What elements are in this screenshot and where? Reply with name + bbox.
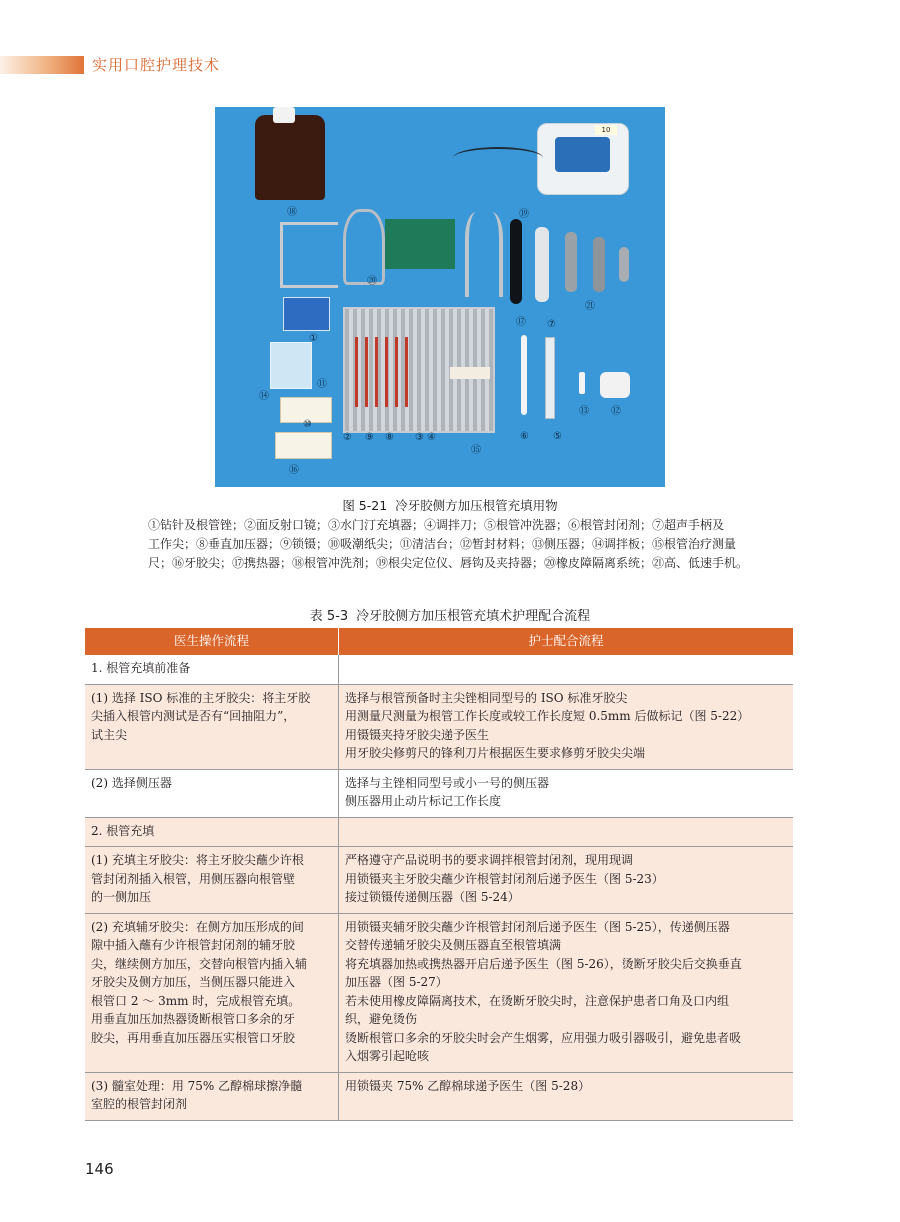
cell-line: 用锁镊夹主牙胶尖蘸少许根管封闭剂后递予医生（图 5-23） bbox=[345, 871, 664, 886]
doctor-cell bbox=[85, 1072, 339, 1120]
table-row bbox=[85, 913, 793, 1072]
cell-line: 交替传递辅牙胶尖及侧压器直至根管填满 bbox=[345, 938, 562, 952]
photo-label: ㉑ bbox=[585, 301, 595, 312]
page-number: 146 bbox=[85, 1160, 114, 1178]
cell-line: 用测量尺测量为根管工作长度或较工作长度短 0.5mm 后做标记（图 5-22） bbox=[345, 709, 750, 723]
cell-line: 胶尖，再用垂直加压器压实根管口牙胶 bbox=[91, 1030, 296, 1045]
measuring-ruler bbox=[450, 367, 490, 379]
cell-line: 侧压器用止动片标记工作长度 bbox=[345, 794, 502, 808]
instruments-photo bbox=[215, 107, 665, 487]
endo-file-box bbox=[283, 297, 330, 331]
photo-label: ⑧ bbox=[385, 432, 394, 443]
doctor-cell bbox=[85, 913, 339, 1072]
cell-line: 尖插入根管内测试是否有“回抽阻力”， bbox=[91, 709, 296, 723]
cell-line: 加压器（图 5-27） bbox=[345, 975, 448, 989]
legend-line: ①钻针及根管锉；②面反射口镜；③水门汀充填器；④调拌刀；⑤根管冲洗器；⑥根管封闭剂；⑦超声手柄及 bbox=[148, 518, 725, 532]
ultrasonic-handle bbox=[535, 227, 549, 302]
photo-label: ⑳ bbox=[367, 276, 377, 287]
legend-line: 尺；⑯牙胶尖；⑰携热器；⑱根管冲洗剂；⑲根尖定位仪、唇钩及夹持器；⑳橡皮障隔离系统；㉑高、低速手机。 bbox=[148, 556, 749, 570]
tray-instruments bbox=[355, 337, 415, 407]
cell-line: 入烟雾引起呛咳 bbox=[345, 1049, 430, 1063]
temporary-filling-jar bbox=[600, 372, 630, 398]
cell-line: (1) 选择 ISO 标准的主牙胶尖：将主牙胶 bbox=[91, 690, 311, 705]
cell-line: 隙中插入蘸有少许根管封闭剂的辅牙胶 bbox=[91, 938, 296, 952]
photo-label: ⑪ bbox=[317, 379, 327, 390]
table-caption bbox=[0, 605, 900, 624]
clamp-forceps bbox=[343, 209, 385, 285]
photo-label: ⑥ bbox=[520, 431, 529, 442]
photo-label: ⑲ bbox=[519, 209, 529, 220]
cell-line: (1) 充填主牙胶尖：将主牙胶尖蘸少许根 bbox=[91, 853, 304, 867]
doctor-cell bbox=[85, 847, 339, 914]
photo-label: ⑩ bbox=[303, 419, 312, 430]
figure-legend bbox=[148, 516, 748, 573]
nurse-cell bbox=[339, 769, 794, 817]
nurse-cell bbox=[339, 655, 794, 684]
apex-locator-screen bbox=[555, 137, 610, 172]
cell-line: 接过锁镊传递侧压器（图 5-24） bbox=[345, 890, 520, 904]
cell-line: 用垂直加压加热器烫断根管口多余的牙 bbox=[91, 1012, 296, 1026]
photo-label: ⑬ bbox=[579, 406, 589, 417]
doctor-cell bbox=[85, 817, 339, 847]
photo-label: ⑦ bbox=[547, 319, 556, 330]
table-row bbox=[85, 817, 793, 847]
nurse-cell bbox=[339, 847, 794, 914]
figure-title: 冷牙胶侧方加压根管充填用物 bbox=[395, 498, 558, 513]
rubber-dam-punch bbox=[465, 212, 503, 297]
figure-caption bbox=[0, 496, 900, 514]
handpiece-1 bbox=[565, 232, 577, 292]
cell-line: 用牙胶尖修剪尺的锋利刀片根据医生要求修剪牙胶尖尖端 bbox=[345, 746, 646, 760]
table-title: 冷牙胶侧方加压根管充填术护理配合流程 bbox=[356, 609, 591, 624]
spreader bbox=[579, 372, 585, 394]
table-number: 表 5-3 bbox=[309, 609, 349, 624]
cell-line: 用锁镊夹辅牙胶尖蘸少许根管封闭剂后递予医生（图 5-25），传递侧压器 bbox=[345, 919, 730, 934]
rubber-dam-frame bbox=[280, 222, 338, 288]
photo-label: ⑫ bbox=[611, 406, 621, 417]
photo-label: ⑨ bbox=[365, 432, 374, 443]
cell-line: 选择与主锉相同型号或小一号的侧压器 bbox=[345, 775, 550, 790]
cell-line: 烫断根管口多余的牙胶尖时会产生烟雾，应用强力吸引器吸引，避免患者吸 bbox=[345, 1030, 742, 1045]
cell-line: 用锁镊夹 75% 乙醇棉球递予医生（图 5-28） bbox=[345, 1078, 591, 1093]
cell-line: (3) 髓室处理：用 75% 乙醇棉球擦净髓 bbox=[91, 1078, 303, 1093]
photo-label: ⑰ bbox=[516, 317, 526, 328]
handpiece-3 bbox=[619, 247, 629, 282]
doctor-cell bbox=[85, 655, 339, 684]
nurse-cell bbox=[339, 913, 794, 1072]
photo-label: ⑮ bbox=[471, 445, 481, 456]
photo-label: ① bbox=[309, 333, 318, 344]
photo-label: ⑤ bbox=[553, 431, 562, 442]
header-nurse: 护士配合流程 bbox=[339, 628, 794, 655]
cell-line: 选择与根管预备时主尖锉相同型号的 ISO 标准牙胶尖 bbox=[345, 690, 628, 705]
photo-label: ③ bbox=[415, 432, 424, 443]
sealer-syringe bbox=[521, 335, 527, 415]
nursing-flow-table bbox=[85, 628, 793, 1121]
photo-label: ④ bbox=[427, 432, 436, 443]
table-row bbox=[85, 655, 793, 684]
cell-line: 室腔的根管封闭剂 bbox=[91, 1097, 188, 1111]
doctor-cell bbox=[85, 684, 339, 769]
doctor-cell bbox=[85, 769, 339, 817]
apex-locator-cable bbox=[453, 147, 543, 169]
legend-line: 工作尖；⑧垂直加压器；⑨锁镊；⑩吸潮纸尖；⑪清洁台；⑫暂封材料；⑬侧压器；⑭调拌板；⑮根管治疗测量 bbox=[148, 537, 737, 551]
cell-line: 牙胶尖及侧方加压，当侧压器只能进入 bbox=[91, 975, 296, 989]
nurse-cell bbox=[339, 684, 794, 769]
clamp-mat bbox=[385, 219, 455, 269]
photo-label: ⑭ bbox=[259, 391, 269, 402]
gutta-percha-box-2 bbox=[275, 432, 332, 459]
irrigation-syringe bbox=[545, 337, 555, 419]
cell-line: 用镊镊夹持牙胶尖递予医生 bbox=[345, 727, 490, 742]
heat-carrier bbox=[510, 219, 522, 304]
cell-line: 根管口 2 ～ 3mm 时，完成根管充填。 bbox=[91, 993, 301, 1008]
irrigant-bottle bbox=[255, 115, 325, 200]
table-row bbox=[85, 769, 793, 817]
mixing-slab bbox=[270, 342, 312, 389]
cell-line: 将充填器加热或携热器开启后递予医生（图 5-26），烫断牙胶尖后交换垂直 bbox=[345, 956, 742, 971]
cell-line: (2) 选择侧压器 bbox=[91, 775, 172, 790]
header-doctor: 医生操作流程 bbox=[85, 628, 339, 655]
handpiece-2 bbox=[593, 237, 605, 292]
table-header-row bbox=[85, 628, 793, 655]
nurse-cell bbox=[339, 1072, 794, 1120]
photo-label: ⑯ bbox=[289, 465, 299, 476]
figure-number: 图 5-21 bbox=[342, 498, 388, 513]
cell-line: 织，避免烫伤 bbox=[345, 1012, 418, 1026]
photo-label: ⑱ bbox=[287, 207, 297, 218]
cell-line: 若未使用橡皮障隔离技术，在烫断牙胶尖时，注意保护患者口角及口内组 bbox=[345, 993, 730, 1008]
cell-line: 的一侧加压 bbox=[91, 890, 152, 904]
cell-line: 试主尖 bbox=[91, 727, 128, 742]
bottle-cap bbox=[273, 107, 295, 123]
cell-line: (2) 充填辅牙胶尖：在侧方加压形成的间 bbox=[91, 919, 304, 934]
apex-locator-tag: 10 bbox=[595, 125, 617, 135]
header-accent-bar bbox=[0, 56, 84, 74]
cell-line: 管封闭剂插入根管，用侧压器向根管壁 bbox=[91, 871, 296, 886]
cell-line: 2. 根管充填 bbox=[91, 823, 155, 838]
photo-label: ② bbox=[343, 432, 352, 443]
nurse-cell bbox=[339, 817, 794, 847]
table-row bbox=[85, 684, 793, 769]
cell-line: 1. 根管充填前准备 bbox=[91, 661, 191, 675]
cell-line: 严格遵守产品说明书的要求调拌根管封闭剂，现用现调 bbox=[345, 853, 634, 867]
table-row bbox=[85, 847, 793, 914]
running-header-title: 实用口腔护理技术 bbox=[92, 56, 221, 74]
cell-line: 尖，继续侧方加压，交替向根管内插入辅 bbox=[91, 956, 308, 971]
table-row bbox=[85, 1072, 793, 1120]
